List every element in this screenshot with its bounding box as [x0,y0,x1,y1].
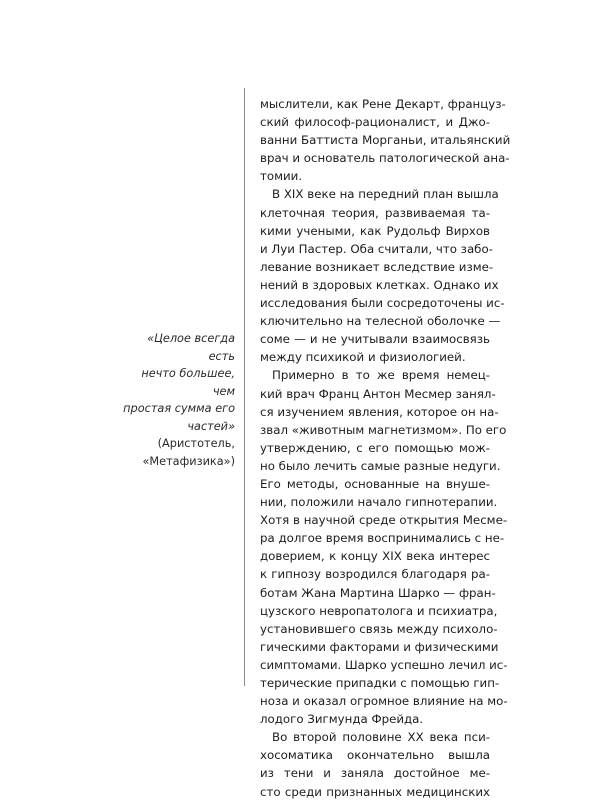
text-line: и Луи Пастер. Оба считали, что забо- [260,241,493,256]
text-line: нии, положили начало гипнотерапии. [260,495,498,510]
sidebar-epigraph [120,330,235,470]
text-line: Его методы, основанные на внуше- [260,476,490,491]
text-line: Во второй половине XX века пси- [272,730,490,745]
text-line: кими учеными, как Рудольф Вирхов [260,223,490,238]
text-line: установившего связь между психоло- [260,621,498,636]
vertical-divider [244,88,245,686]
text-line: ботам Жана Мартина Шарко — фран- [260,585,496,600]
text-line: но было лечить самые разные недуги. [260,458,501,473]
text-line: гическими факторами и физическими [260,639,499,654]
text-line: томии. [260,169,303,184]
text-line: клеточная теория, развиваемая та- [260,205,490,220]
text-line: ра долгое время воспринимались с не- [260,531,505,546]
text-line: цузского невропатолога и психиатра, [260,603,498,618]
text-line: ванни Баттиста Морганьи, итальянский [260,133,511,148]
text-line: доверием, к концу XIX века интерес [260,549,490,564]
text-line: нений в здоровых клетках. Однако их [260,277,499,292]
main-text-column [260,95,511,801]
text-line: В XIX веке на передний план вышла [272,187,499,202]
text-line: между психикой и физиологией. [260,350,466,365]
text-line: симптомами. Шарко успешно лечил ис- [260,657,508,672]
text-line: левание возникает вследствие изме- [260,259,494,274]
text-line: Примерно в то же время немец- [272,368,490,383]
text-line: Хотя в научной среде открытия Месме- [260,513,508,528]
text-line: кий врач Франц Антон Месмер занял- [260,386,496,401]
epigraph-quote-line: частей» [187,419,235,433]
epigraph-attribution-line: (Аристотель, [157,437,235,450]
text-line: ноза и оказал огромное влияние на мо- [260,694,508,709]
epigraph-quote-line: простая сумма его [123,402,235,415]
text-line: ключительно на телесной оболочке — [260,314,501,329]
text-line: лодого Зигмунда Фрейда. [260,712,424,727]
text-line: мыслители, как Рене Декарт, француз- [260,97,506,111]
epigraph-attribution-line: «Метафизика») [142,454,235,468]
text-line: сто среди признанных медицинских [260,784,490,799]
text-line: врач и основатель патологической ана- [260,151,510,166]
text-line: к гипнозу возродился благодаря ра- [260,567,490,582]
text-line: звал «животным магнетизмом». По его [260,422,507,437]
text-line: исследования были сосредоточены ис- [260,296,505,311]
text-line: из тени и заняла достойное ме- [260,766,490,781]
text-line: хосоматика окончательно вышла [260,748,490,763]
text-line: соме — и не учитывали взаимосвязь [260,332,490,347]
epigraph-quote-line: «Целое всегда есть [147,332,235,363]
epigraph-quote-line: нечто большее, чем [141,367,235,398]
text-line: ся изучением явления, которое он на- [260,404,499,419]
text-line: ский философ-рационалист, и Джо- [260,115,490,130]
text-line: утверждению, с его помощью мож- [260,440,490,455]
text-line: терические припадки с помощью гип- [260,676,500,690]
